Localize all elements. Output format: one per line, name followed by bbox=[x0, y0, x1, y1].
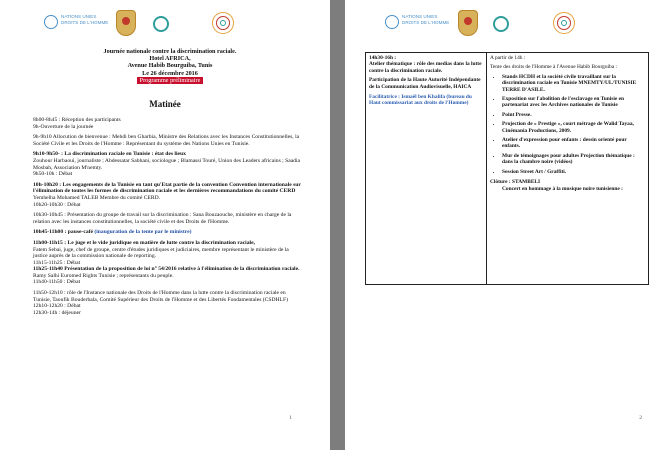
list-item: • Atelier d'expression pour enfants : dessin orienté pour enfants. bbox=[502, 137, 645, 150]
colorful-circle-logo-icon bbox=[210, 10, 236, 36]
afternoon-program-table bbox=[365, 52, 649, 285]
item-body: Ramy Salhi Euromed Rights Tunisie ; représentants du peuple. bbox=[33, 272, 174, 279]
ohchr-logo bbox=[385, 14, 450, 32]
ohchr-logo bbox=[44, 14, 109, 32]
session-participation: Participation de la Haute Autorité Indépendante de la Communication Audiovisuelle, HAICA bbox=[369, 77, 481, 90]
header-line-1: Journée nationale contre la discrimination raciale. bbox=[103, 48, 237, 55]
session-title: Atelier thématique : rôle des medias dans la lutte contre la discrimination raciale. bbox=[369, 61, 482, 74]
item-line: 9h-Ouverture de la journée bbox=[33, 123, 94, 130]
list-item: • Mur de témoignages pour adultes Projection thématique : dans la chambre noire (vidéos) bbox=[502, 153, 645, 166]
closing-label: Clôture : STAMBELI bbox=[490, 179, 541, 186]
program-item bbox=[33, 229, 301, 236]
table-cell-left bbox=[366, 53, 487, 285]
program-item bbox=[33, 117, 301, 130]
item-title: 11h25-11h40 Présentation de la proposition de loi n° 54/2016 relative à l'élimination de la discrimination raciale. bbox=[33, 266, 300, 273]
ohchr-logo-text-1: NATIONS UNIES bbox=[402, 14, 438, 19]
ohchr-logo-text-2: DROITS DE L'HOMME bbox=[402, 20, 450, 25]
item-title: 10h-10h20 : Les engagements de la Tunisie en tant qu'Etat partie de la convention Convention internationale sur l'élimination de toutes les formes de discrimination raciale et les dernières recommandations du comité CERD bbox=[33, 181, 301, 195]
item-title: 11h50-12h10 : rôle de l'Instance nationale des Droits de l'Homme dans la lutte contre la discrimination raciale en Tunisie, Taoufik Bouderbala, Comité Supérieur des Droits de l'Homme et des Libertés Fondamentales (CSDHLF) bbox=[33, 290, 288, 303]
page-number: 1 bbox=[289, 415, 292, 421]
program-badge: Programme préliminaire bbox=[137, 77, 204, 84]
document-header bbox=[70, 48, 270, 84]
program-body bbox=[33, 117, 301, 320]
program-item: 9h-9h10 Allocution de bienvenue : Mehdi ben Gharbia, Ministre des Relations avec les Instances Constitutionnelles, la Société Civile et les Droits de l'Homme : Représentant du système des Nations Unies en Tunisie. bbox=[33, 134, 300, 147]
list-item: • Exposition sur l'abolition de l'esclavage en Tunisie en partenariat avec les Archives nationales de Tunisie bbox=[502, 96, 645, 109]
section-title-matinee: Matinée bbox=[149, 99, 181, 109]
document-page-2 bbox=[345, 0, 670, 450]
tent-intro: A partir de 14h : bbox=[490, 55, 526, 61]
item-debat: 11h40-11h50 : Débat bbox=[33, 279, 81, 286]
session-facilitator: Facilitatrice : Ismaël ben Khalifa (bureau du Haut commissariat aux droits de l'Homme) bbox=[369, 94, 472, 107]
un-globe-icon bbox=[44, 15, 58, 29]
item-debat: 10h20-10h30 : Débat bbox=[33, 201, 81, 208]
logo-bar bbox=[0, 4, 330, 42]
tent-title: Tente des droits de l'Homme à l'Avenue Habib Bourguiba : bbox=[490, 64, 617, 71]
list-item: • Stands HCDH et la société civile travaillant sur la discrimination raciale en Tunisie MNEMTY/UL/TUNISIE TERRE D'ASILE. bbox=[502, 74, 645, 93]
item-body: Yemhelha Mohamed TALEB Membre du comité CERD. bbox=[33, 194, 161, 201]
tunisia-emblem-icon bbox=[116, 10, 136, 36]
logo-bar bbox=[345, 4, 670, 42]
item-debat: 12h10-12h20 : Débat bbox=[33, 303, 81, 310]
header-line-4: Le 26 décembre 2016 bbox=[142, 69, 198, 77]
program-item bbox=[33, 151, 301, 177]
un-globe-icon bbox=[385, 15, 399, 29]
program-item: 10h30-10h45 : Présentation du groupe de travail sur la discrimination : Sana Bouzaouche, ministère en charge de la relation avec les instances constitutionnelles, la société civile et des Droits de l'Homme. bbox=[33, 212, 292, 225]
ohchr-logo-text-2: DROITS DE L'HOMME bbox=[61, 20, 109, 25]
item-lunch: 12h30-14h : déjeuner bbox=[33, 309, 81, 316]
program-item bbox=[33, 182, 301, 208]
item-line: 8h00-8h45 : Réception des participants bbox=[33, 117, 121, 123]
list-item: • Projection de « Prestige », court métrage de Walid Tayaa, Cinémania Productions, 2009. bbox=[502, 121, 645, 134]
ohchr-logo-text-1: NATIONS UNIES bbox=[61, 14, 97, 19]
closing-text: Concert en hommage à la musique noire tunisienne : bbox=[502, 185, 623, 192]
program-item bbox=[33, 240, 301, 286]
program-item bbox=[33, 290, 301, 316]
circular-logo-icon bbox=[493, 16, 509, 32]
item-body: Fatem Sebai, juge, chef de groupe, centre d'études juridiques et judiciaires, membre représentant le ministère de la justice auprès de la commission nationale de reporting. bbox=[33, 246, 289, 260]
table-cell-right bbox=[487, 53, 649, 285]
pause-note: (inauguration de la tente par le ministre) bbox=[94, 229, 192, 236]
activity-list bbox=[490, 74, 645, 175]
item-debat: 11h15-11h25 : Débat bbox=[33, 259, 81, 266]
session-time: 14h30-16h : bbox=[369, 55, 397, 61]
list-item: • Session Street Art / Graffiti. bbox=[502, 169, 645, 175]
page-number: 2 bbox=[639, 415, 642, 421]
list-item: • Point Presse. bbox=[502, 112, 645, 118]
pause-label: 10h45-11h00 : pause-café bbox=[33, 229, 93, 236]
item-debat: 9h50-10h : Débat bbox=[33, 171, 73, 178]
tunisia-emblem-icon bbox=[458, 10, 478, 36]
header-line-3: Avenue Habib Bourguiba, Tunis bbox=[127, 62, 213, 70]
document-page-1 bbox=[0, 0, 330, 450]
colorful-circle-logo-icon bbox=[551, 10, 577, 36]
item-title: 11h00-11h15 : Le juge et le vide juridique en matière de lutte contre la discrimination raciale, bbox=[33, 239, 255, 246]
item-title: 9h10-9h50- : La discrimination raciale en Tunisie : état des lieux bbox=[33, 151, 186, 158]
header-line-2: Hotel AFRICA, bbox=[149, 55, 191, 63]
circular-logo-icon bbox=[153, 16, 169, 32]
item-body: Zouhour Harbaoui, journaliste ; Abdessatar Sabhani, sociologue ; Blamassi Touré, Union des Leaders africains ; Saadia Mosbah, Association M'nemty. bbox=[33, 157, 301, 171]
